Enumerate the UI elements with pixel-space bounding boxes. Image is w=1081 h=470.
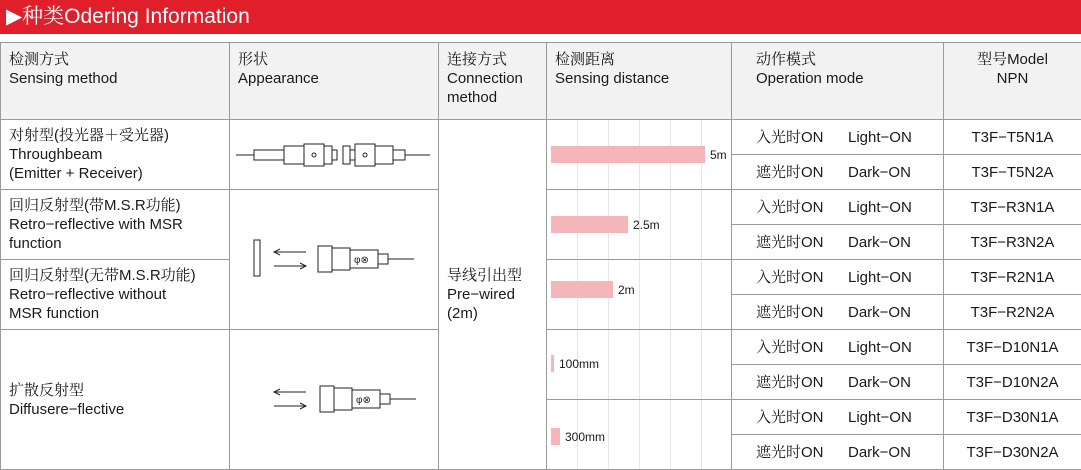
model-number: T3F−D30N2A	[944, 435, 1081, 470]
model-number: T3F−D30N1A	[944, 400, 1081, 435]
model-number: T3F−R2N1A	[944, 260, 1081, 295]
model-number: T3F−T5N1A	[944, 120, 1081, 155]
distance-cell	[547, 120, 732, 190]
distance-cell	[547, 400, 732, 470]
mode-light-on: 入光时ON Light−ON	[732, 260, 944, 295]
mode-dark-on: 遮光时ON Dark−ON	[732, 295, 944, 330]
mode-light-on: 入光时ON Light−ON	[732, 330, 944, 365]
distance-label: 2.5m	[633, 218, 660, 232]
svg-text:φ⊗: φ⊗	[356, 395, 371, 406]
method-diffuse: 扩散反射型 Diffusere−flective	[1, 330, 230, 470]
header-connection: 连接方式 Connection method	[439, 43, 547, 120]
throughbeam-sensor-icon	[230, 120, 439, 190]
mode-dark-on: 遮光时ON Dark−ON	[732, 365, 944, 400]
appearance-retro-reflective	[230, 190, 439, 330]
distance-bar	[551, 216, 628, 233]
mode-dark-on: 遮光时ON Dark−ON	[732, 435, 944, 470]
distance-cell	[547, 330, 732, 400]
mode-dark-on: 遮光时ON Dark−ON	[732, 225, 944, 260]
model-number: T3F−R3N2A	[944, 225, 1081, 260]
distance-label: 5m	[710, 148, 727, 162]
method-retro-msr: 回归反射型(带M.S.R功能) Retro−reflective with MSR function	[1, 190, 230, 260]
model-number: T3F−R3N1A	[944, 190, 1081, 225]
distance-bar	[551, 355, 554, 372]
header-model: 型号Model NPN	[944, 43, 1081, 120]
appearance-throughbeam	[230, 120, 439, 190]
mode-light-on: 入光时ON Light−ON	[732, 120, 944, 155]
model-number: T3F−R2N2A	[944, 295, 1081, 330]
header-sensing-method: 检测方式 Sensing method	[1, 43, 230, 120]
distance-bar	[551, 428, 560, 445]
ordering-information-table	[0, 42, 1081, 470]
header-appearance: 形状 Appearance	[230, 43, 439, 120]
distance-bar	[551, 281, 613, 298]
header-sensing-distance: 检测距离 Sensing distance	[547, 43, 732, 120]
header-operation-mode: 动作模式 Operation mode	[732, 43, 944, 120]
method-throughbeam: 对射型(投光器＋受光器) Throughbeam (Emitter + Receiver)	[1, 120, 230, 190]
distance-cell	[547, 190, 732, 260]
distance-bar	[551, 146, 705, 163]
mode-light-on: 入光时ON Light−ON	[732, 190, 944, 225]
mode-light-on: 入光时ON Light−ON	[732, 400, 944, 435]
model-number: T3F−D10N1A	[944, 330, 1081, 365]
svg-text:φ⊗: φ⊗	[354, 255, 369, 266]
diffuse-sensor-icon	[230, 330, 439, 470]
method-retro-no-msr: 回归反射型(无带M.S.R功能) Retro−reflective without MSR function	[1, 260, 230, 330]
distance-cell	[547, 260, 732, 330]
distance-label: 100mm	[559, 357, 599, 371]
mode-dark-on: 遮光时ON Dark−ON	[732, 155, 944, 190]
appearance-diffuse	[230, 330, 439, 470]
retro-reflective-sensor-icon	[230, 190, 439, 330]
distance-label: 2m	[618, 283, 635, 297]
model-number: T3F−T5N2A	[944, 155, 1081, 190]
distance-label: 300mm	[565, 430, 605, 444]
section-title-banner: ▶种类Odering Information	[0, 0, 1081, 34]
model-number: T3F−D10N2A	[944, 365, 1081, 400]
connection-prewired: 导线引出型 Pre−wired (2m)	[439, 120, 547, 470]
